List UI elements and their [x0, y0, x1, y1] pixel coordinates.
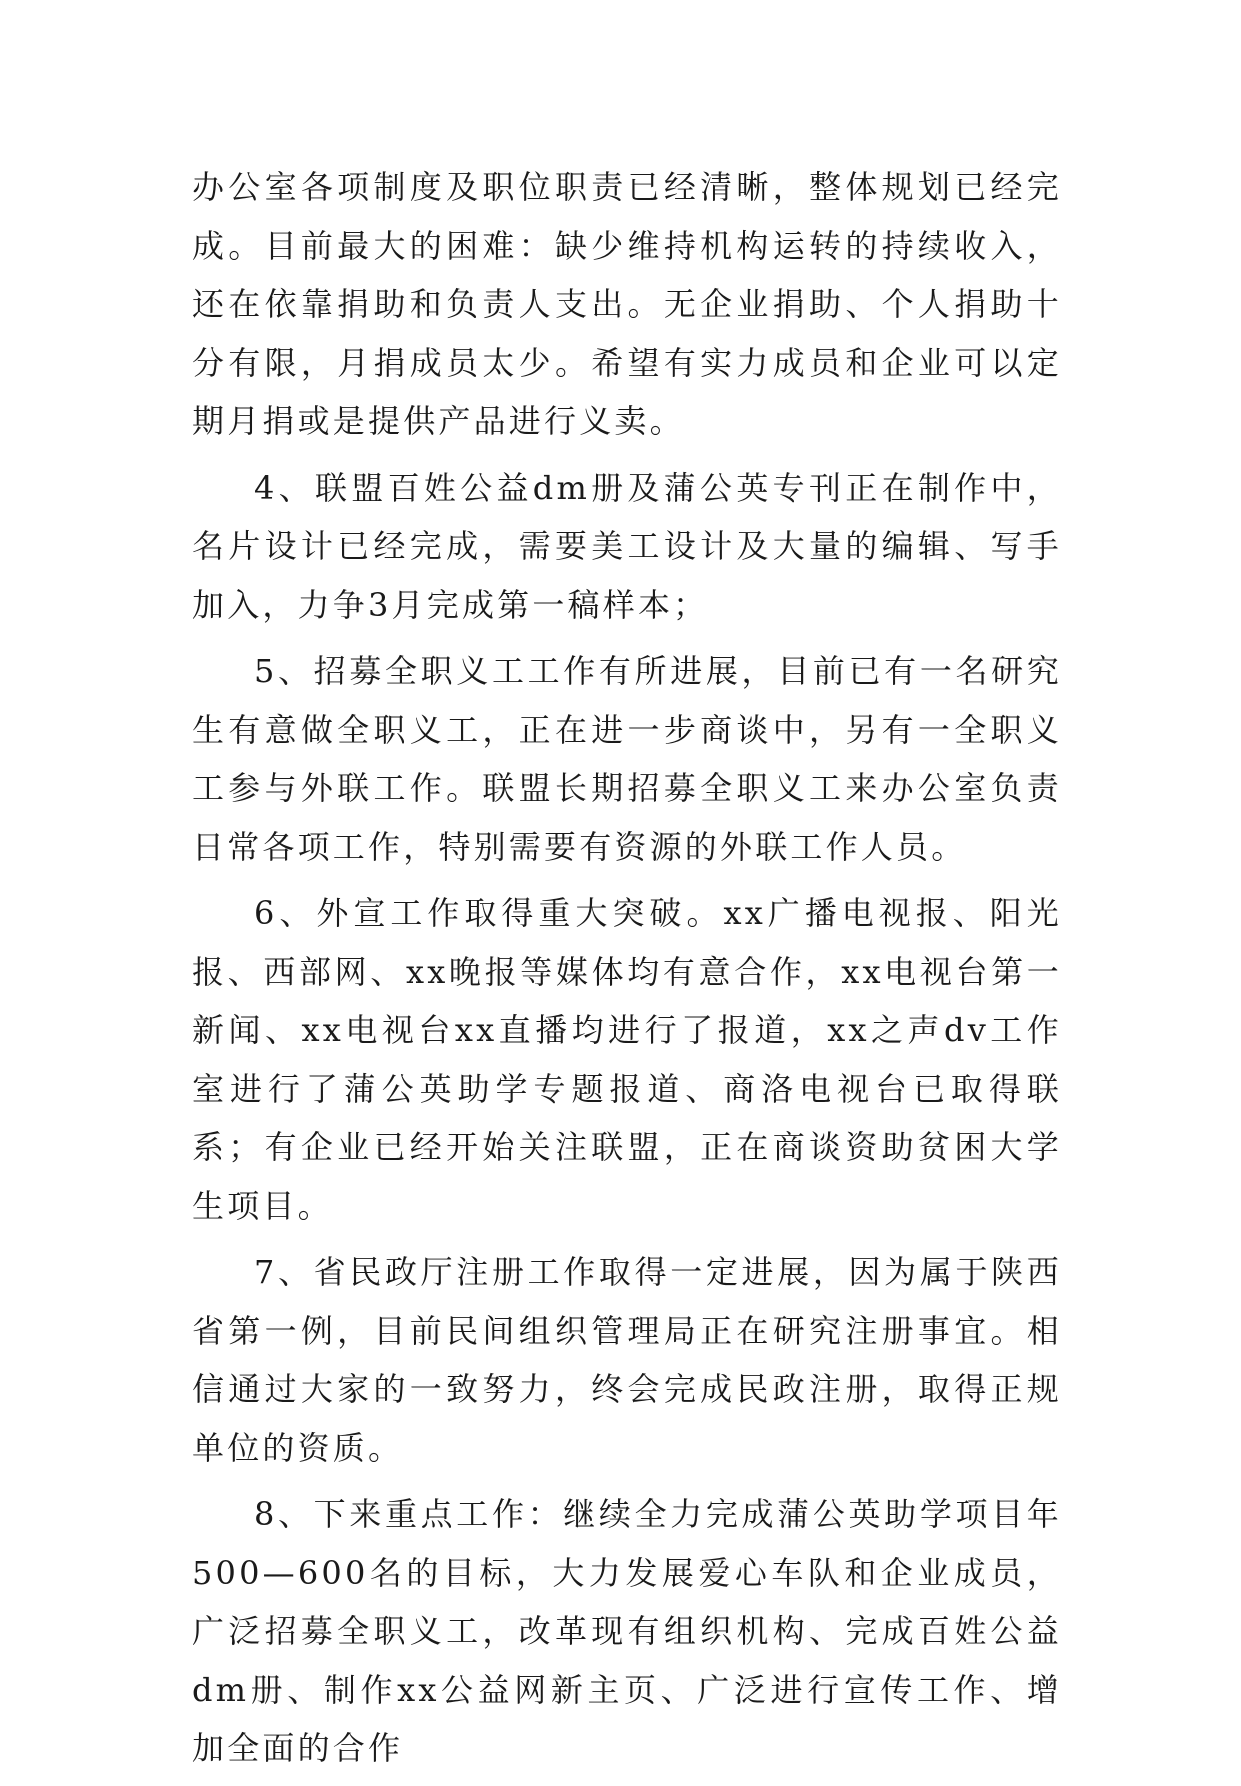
paragraph-item-5: 5、招募全职义工工作有所进展，目前已有一名研究生有意做全职义工，正在进一步商谈中，另有一全职义工参与外联工作。联盟长期招募全职义工来办公室负责日常各项工作，特别需要有资源的外联工作人员。: [192, 652, 1062, 866]
paragraph-item-4: 4、联盟百姓公益dm册及蒲公英专刊正在制作中，名片设计已经完成，需要美工设计及大量的编辑、写手加入，力争3月完成第一稿样本；: [192, 468, 1062, 624]
paragraph-item-8: 8、下来重点工作：继续全力完成蒲公英助学项目年500—600名的目标，大力发展爱心车队和企业成员，广泛招募全职义工，改革现有组织机构、完成百姓公益dm册、制作xx公益网新主页、广泛进行宣传工作、增加全面的合作: [192, 1495, 1062, 1767]
paragraph-continuation: 办公室各项制度及职位职责已经清晰，整体规划已经完成。目前最大的困难：缺少维持机构运转的持续收入，还在依靠捐助和负责人支出。无企业捐助、个人捐助十分有限，月捐成员太少。希望有实力成员和企业可以定期月捐或是提供产品进行义卖。: [192, 168, 1062, 440]
paragraph-item-7: 7、省民政厅注册工作取得一定进展，因为属于陕西省第一例，目前民间组织管理局正在研究注册事宜。相信通过大家的一致努力，终会完成民政注册，取得正规单位的资质。: [192, 1253, 1062, 1467]
paragraph-item-6: 6、外宣工作取得重大突破。xx广播电视报、阳光报、西部网、xx晚报等媒体均有意合作，xx电视台第一新闻、xx电视台xx直播均进行了报道，xx之声dv工作室进行了蒲公英助学专题报道、商洛电视台已取得联系；有企业已经开始关注联盟，正在商谈资助贫困大学生项目。: [192, 894, 1062, 1225]
document-body: [192, 158, 1062, 1786]
